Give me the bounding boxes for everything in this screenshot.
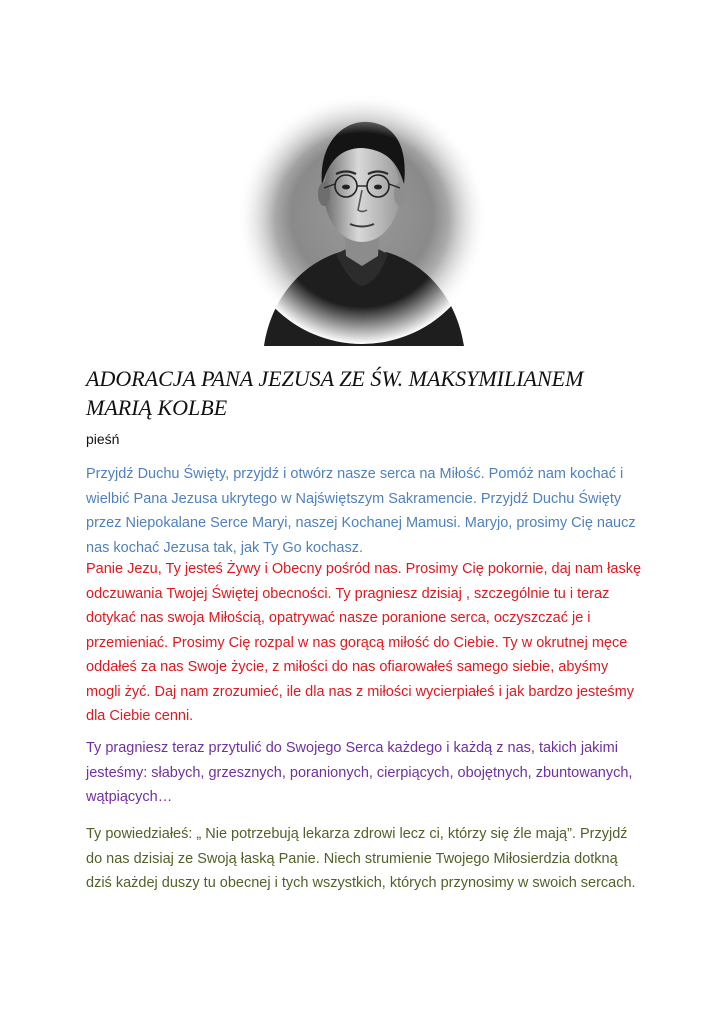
paragraph-embrace: Ty pragniesz teraz przytulić do Swojego Serca każdego i każdą z nas, takich jakimi jesteśmy: słabych, grzesznych, poranionych, cierpiących, obojętnych, zbuntowanych, wątpiących… bbox=[86, 740, 633, 805]
title-line-2: MARIĄ KOLBE bbox=[86, 395, 228, 420]
paragraph-prayer: Panie Jezu, Ty jesteś Żywy i Obecny pośród nas. Prosimy Cię pokornie, daj nam łaskę odczuwania Twojej Świętej obecności. Ty pragniesz dzisiaj , szczególnie tu i teraz dotykać nas swoja Miłością, opatrywać nasze poranione serca, oczyszczać je i przemieniać. Prosimy Cię rozpal w nas gorącą miłość do Ciebie. Ty w okrutnej męce oddałeś za nas Swoje życie, z miłości do nas ofiarowałeś samego siebie, abyśmy mogli żyć. Daj nam zrozumieć, ile dla nas z miłości wycierpiałeś i jak bardzo jesteśmy dla Ciebie cenni. bbox=[86, 561, 642, 724]
portrait-photo bbox=[236, 94, 488, 346]
title-line-1: ADORACJA PANA JEZUSA ZE ŚW. MAKSYMILIANEM bbox=[86, 366, 584, 391]
paragraph-mercy: Ty powiedziałeś: „ Nie potrzebują lekarza zdrowi lecz ci, którzy się źle mają”. Przyjdź do nas dzisiaj ze Swoją łaską Panie. Niech strumienie Twojego Miłosierdzia dotkną dziś każdej duszy tu obecnej i tych wszystkich, których przynosimy w swoich sercach. bbox=[86, 826, 636, 891]
paragraph-invocation: Przyjdź Duchu Święty, przyjdź i otwórz nasze serca na Miłość. Pomóż nam kochać i wielbić Pana Jezusa ukrytego w Najświętszym Sakramencie. Przyjdź Duchu Święty przez Niepokalane Serce Maryi, naszej Kochanej Mamusi. Maryjo, prosimy Cię naucz nas kochać Jezusa tak, jak Ty Go kochasz. bbox=[86, 466, 636, 556]
portrait-photo-icon bbox=[236, 94, 488, 346]
page-title bbox=[86, 364, 646, 422]
subtitle: pieśń bbox=[86, 431, 120, 447]
